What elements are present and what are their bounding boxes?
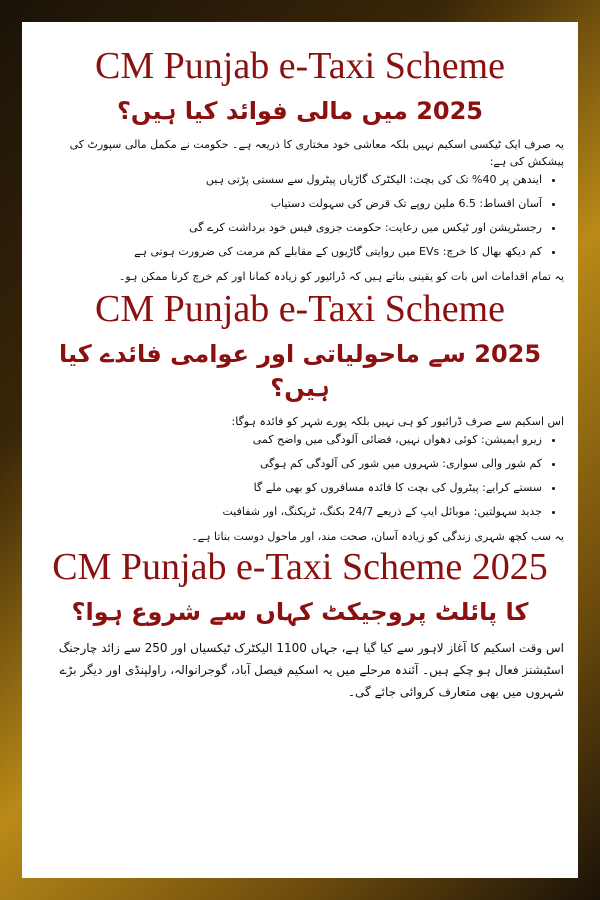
section-subtitle: کا پائلٹ پروجیکٹ کہاں سے شروع ہوا؟: [71, 598, 529, 626]
benefit-list: [36, 432, 564, 520]
section-intro: اس اسکیم سے صرف ڈرائیور کو ہی نہیں بلکہ پورے شہر کو فائدہ ہوگا:: [231, 415, 564, 428]
list-item: • ایندھن پر 40% تک کی بچت: الیکٹرک گاڑیاں پیٹرول سے سستی پڑتی ہیں: [36, 172, 542, 188]
list-item: • زیرو ایمیشن: کوئی دھواں نہیں، فضائی آلودگی میں واضح کمی: [36, 432, 542, 448]
section-subtitle: 2025 سے ماحولیاتی اور عوامی فائدے کیا ہیں؟: [58, 340, 542, 402]
section-outro: یہ تمام اقدامات اس بات کو یقینی بناتے ہیں کہ ڈرائیور کو زیادہ کمانا اور کم خرچ کرنا ممکن ہو۔: [118, 270, 564, 283]
section-financial-benefits: [36, 44, 564, 285]
section-subtitle: 2025 میں مالی فوائد کیا ہیں؟: [117, 97, 483, 125]
section-title: CM Punjab e-Taxi Scheme: [95, 288, 505, 330]
section-environmental-benefits: [36, 287, 564, 545]
section-title: CM Punjab e-Taxi Scheme 2025: [52, 546, 548, 588]
list-item: • کم دیکھ بھال کا خرچ: EVs میں روایتی گاڑیوں کے مقابلے کم مرمت کی ضرورت ہوتی ہے: [36, 244, 542, 260]
list-item: • سستے کرایے: پیٹرول کی بچت کا فائدہ مسافروں کو بھی ملے گا: [36, 480, 542, 496]
benefit-list: [36, 172, 564, 260]
section-outro: یہ سب کچھ شہری زندگی کو زیادہ آسان، صحت مند، اور ماحول دوست بناتا ہے۔: [191, 530, 564, 543]
section-title: CM Punjab e-Taxi Scheme: [95, 45, 505, 87]
section-intro: اس وقت اسکیم کا آغاز لاہور سے کیا گیا ہے، جہاں 1100 الیکٹرک ٹیکسیاں اور 250 سے زائد چارجنگ اسٹیشنز فعال ہو چکے ہیں۔ آئندہ مرحلے میں یہ اسکیم فیصل آباد، گوجرانوالہ، راولپنڈی اور دیگر بڑے شہروں میں بھی متعارف کروائی جائے گی۔: [58, 641, 564, 699]
list-item: • رجسٹریشن اور ٹیکس میں رعایت: حکومت جزوی فیس خود برداشت کرے گی: [36, 220, 542, 236]
list-item: • جدید سہولتیں: موبائل ایپ کے ذریعے 24/7 بکنگ، ٹریکنگ، اور شفافیت: [36, 504, 542, 520]
article-page: [22, 22, 578, 878]
section-intro: یہ صرف ایک ٹیکسی اسکیم نہیں بلکہ معاشی خود مختاری کا ذریعہ ہے۔ حکومت نے مکمل مالی سپورٹ کی پیشکش کی ہے:: [69, 138, 564, 168]
list-item: • آسان اقساط: 6.5 ملین روپے تک قرض کی سہولت دستیاب: [36, 196, 542, 212]
list-item: • کم شور والی سواری: شہروں میں شور کی آلودگی کم ہوگی: [36, 456, 542, 472]
section-pilot-project: [36, 545, 564, 703]
